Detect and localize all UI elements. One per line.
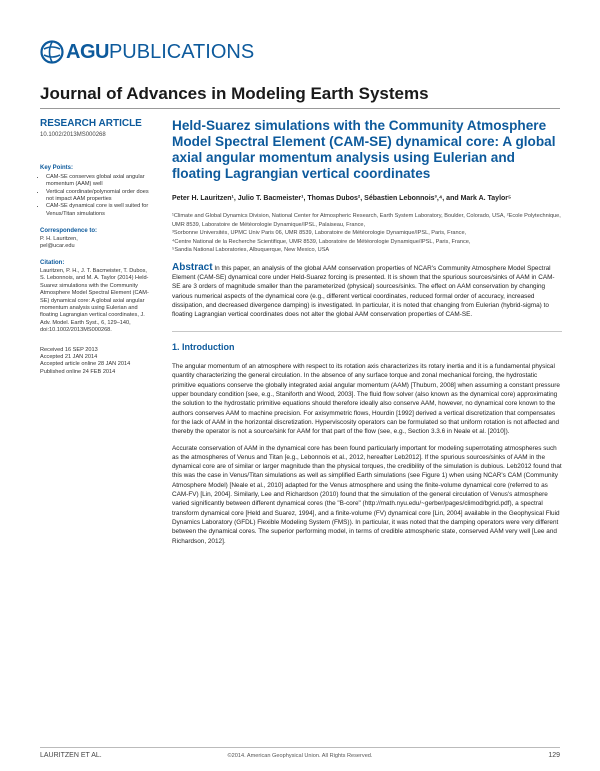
logo-agu-text: AGU — [66, 40, 109, 63]
article-main — [172, 118, 562, 553]
citation-text: Lauritzen, P. H., J. T. Bacmeister, T. Dubos, S. Lebonnois, and M. A. Taylor (2014) Held-Suarez simulations with the Community Atmosphere Model Spectral Element (CAM-SE) dynamical core: A global axial angular momentum analysis using Eulerian and floating Lagrangian vertical coordinates, J. Adv. Model. Earth Syst., 6, 129–140, doi:10.1002/2013MS000268. — [40, 267, 149, 334]
affiliations — [172, 212, 562, 255]
key-point: • Vertical coordinate/polynomial order does not impact AAM properties — [46, 189, 150, 204]
affiliation: ⁵Sandia National Laboratories, Albuquerque, New Mexico, USA — [172, 247, 330, 254]
correspondence-email[interactable]: pel@ucar.edu — [40, 243, 75, 250]
abstract-text: In this paper, an analysis of the global AAM conservation properties of NCAR's Community Atmosphere Model Spectral Element (CAM-SE) dynamical core under Held-Suarez forcing is presented. It is shown that the spurious sources/sinks of AAM in CAM-SE are 3 orders of magnitude smaller than the parameterized (physical) sources/sinks. The effect on AAM conservation by changing various numerical aspects of the dynamical core (e.g., different vertical coordinates, reduced formal order of accuracy, increased dissipation, and decreased divergence damping) is investigated. In particular, it is noted that changing from Eulerian (hybrid-sigma) to floating Lagrangian vertical coordinates does not alter the global AAM conservation properties of CAM-SE. — [172, 264, 555, 318]
abstract-label: Abstract — [172, 261, 213, 273]
date-accepted-online: Accepted article online 28 JAN 2014 — [40, 361, 131, 368]
article-dates — [40, 347, 150, 377]
date-published: Published online 24 FEB 2014 — [40, 368, 116, 375]
logo-publications-text: PUBLICATIONS — [108, 40, 255, 63]
date-accepted: Accepted 21 JAN 2014 — [40, 353, 98, 360]
sidebar — [40, 118, 150, 376]
globe-icon — [40, 40, 64, 64]
section-heading-introduction: 1. Introduction — [172, 342, 235, 353]
section-divider — [172, 331, 562, 332]
article-doi[interactable]: 10.1002/2013MS000268 — [40, 132, 106, 138]
footer-authors: LAURITZEN ET AL. — [40, 752, 102, 759]
date-received: Received 16 SEP 2013 — [40, 346, 98, 353]
footer-copyright: ©2014. American Geophysical Union. All Rights Reserved. — [227, 753, 373, 759]
article-type: RESEARCH ARTICLE — [40, 118, 142, 129]
body-paragraph: The angular momentum of an atmosphere with respect to its rotation axis characterizes its rotary inertia and it is a fundamental physical quantity characterizing the general circulation. In the absence of any surface torque and zonal mechanical forcing, the hydrostatic primitive equations conserve the globally integrated axial angular momentum (AAM) [Thuburn, 2008] when assuming a constant pressure upper boundary condition [see, e.g., Staniforth and Wood, 2003]. The fluid flow solver (also known as the dynamical core) approximating the solution to the hydrostatic primitive equations should therefore ideally also conserve AAM, however, no dynamical core known to the authors conserves AAM to machine precision. For axisymmetric flows, Hourdin [1992] derived a vertical discretization that compensates for the lack of AAM in the horizontal discretization. Hyperviscosity operators can be formulated so that uniform rotation is not affected and thereby the operator is not a source/sink for AAM for that part of the flow (see, e.g., Section 3.3.6 in Neale et al. [2010]). — [172, 363, 560, 436]
footer-divider — [40, 747, 560, 748]
agu-logo — [40, 40, 254, 64]
affiliation: ¹Climate and Global Dynamics Division, National Center for Atmospheric Research, Earth System Laboratory, Boulder, Colorado, USA, ²Ecole Polytechnique, UMR 8539, Laboratoire de Météorologie Dynamique/IPSL, Palaiseau, France, — [172, 213, 561, 228]
key-points-heading: Key Points: — [40, 165, 74, 172]
article-title: Held-Suarez simulations with the Community Atmosphere Model Spectral Element (CAM-SE) dynamical core: A global axial angular momentum analysis using Eulerian and floating Lagrangian vertical coordinates — [172, 118, 556, 181]
abstract — [172, 263, 562, 319]
body-paragraph: Accurate conservation of AAM in the dynamical core has been found particularly important for modeling superrotating atmospheres such as the atmospheres of Venus and Titan [e.g., Lebonnois et al., 2012, hereafter Leb2012]. If the spurious sources/sinks of AAM in the dynamical core are of similar or larger magnitude than the physical torques, the credibility of the simulation is dubious. Leb2012 found that this was the case in Venus/Titan simulations as well as simplified Earth simulations (see Figure 1) when using NCAR's CAM (Community Atmosphere Model) [Neale et al., 2010] adapted for the Venus atmosphere and using the finite-volume dynamical core (referred to as CAM-FV) [Lin, 2004]. Similarly, Lee and Richardson (2010) found that the simulation of the general circulation of Venus's atmosphere varied significantly between different dynamical cores (the "B-core" (http://math.nyu.edu/~gerber/pages/climod/bgrid.pdf), a spectral transform dynamical core [Held and Suarez, 1994], and a finite-volume (FV) dynamical core [Lin, 2004] available in the Geophysical Fluid Dynamics Laboratory (GFDL) Flexible Modeling System (FMS)). In particular, it was noted that the damping operators were very different between the dynamical cores. The superior performing model, in terms of credible atmospheric state, conserved AAM very well [Lee and Richardson, 2012]. — [172, 444, 562, 545]
correspondence-name: P. H. Lauritzen, — [40, 235, 78, 242]
header-divider — [40, 108, 560, 109]
author-list: Peter H. Lauritzen¹, Julio T. Bacmeister¹, Thomas Dubos², Sébastien Lebonnois³,⁴, and Mark A. Taylor⁵ — [172, 195, 512, 202]
journal-title: Journal of Advances in Modeling Earth Systems — [40, 84, 429, 103]
key-point: • CAM-SE dynamical core is well suited for Venus/Titan simulations — [46, 203, 150, 218]
affiliation: ⁴Centre National de la Recherche Scientifique, UMR 8539, Laboratoire de Météorologie Dynamique/IPSL, Paris, France, — [172, 238, 471, 245]
correspondence-heading: Correspondence to: — [40, 228, 98, 235]
affiliation: ³Sorbonne Universités, UPMC Univ Paris 06, UMR 8539, Laboratoire de Météorologie Dynamique/IPSL, Paris, France, — [172, 230, 467, 237]
key-point: • CAM-SE conserves global axial angular momentum (AAM) well — [46, 174, 150, 189]
citation-heading: Citation: — [40, 260, 65, 267]
page-number: 129 — [548, 752, 560, 759]
key-points-list — [40, 174, 150, 218]
